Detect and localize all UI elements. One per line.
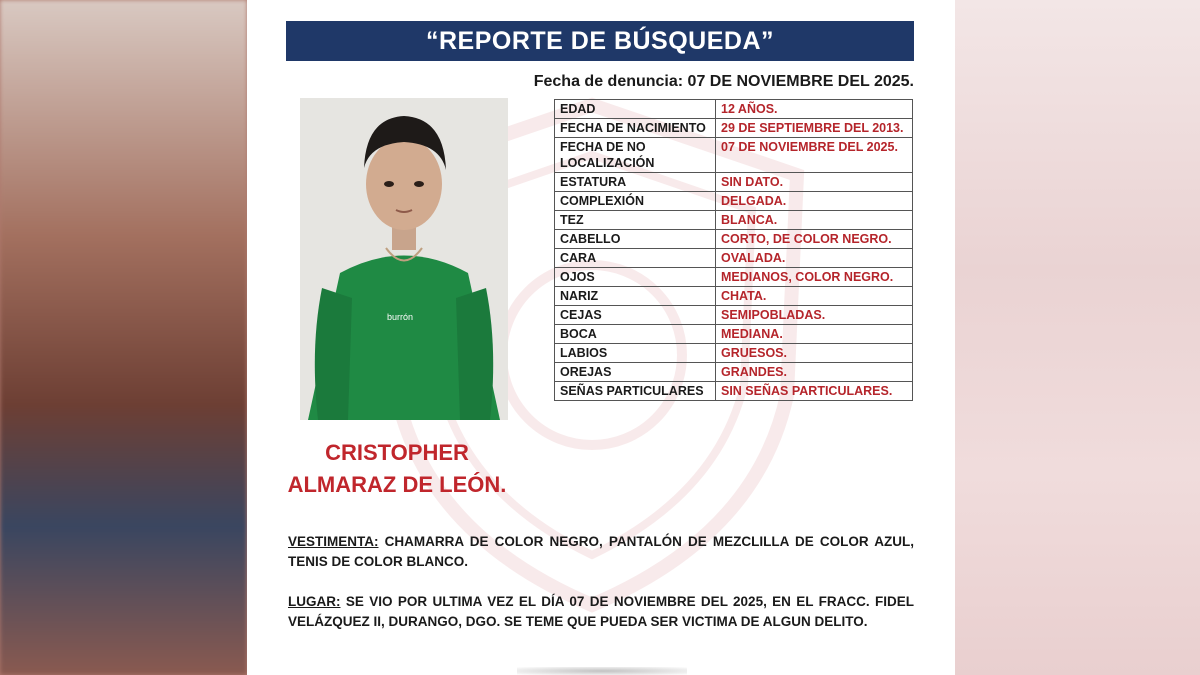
detail-value: OVALADA. <box>716 249 913 268</box>
person-name-line2: ALMARAZ DE LEÓN. <box>287 472 507 497</box>
detail-label: LABIOS <box>555 344 716 363</box>
detail-label: FECHA DE NO LOCALIZACIÓN <box>555 138 716 173</box>
detail-value: GRUESOS. <box>716 344 913 363</box>
detail-label: CEJAS <box>555 306 716 325</box>
detail-row <box>555 363 913 382</box>
detail-value: MEDIANA. <box>716 325 913 344</box>
detail-row <box>555 211 913 230</box>
location-label: LUGAR: <box>288 594 341 609</box>
detail-label: EDAD <box>555 100 716 119</box>
missing-person-poster <box>247 0 955 675</box>
person-details-table <box>554 99 913 401</box>
location-text: SE VIO POR ULTIMA VEZ EL DÍA 07 DE NOVIEMBRE DEL 2025, EN EL FRACC. FIDEL VELÁZQUEZ II, DURANGO, DGO. SE TEME QUE PUEDA SER VICTIMA DE ALGUN DELITO. <box>288 594 914 629</box>
detail-label: TEZ <box>555 211 716 230</box>
detail-label: NARIZ <box>555 287 716 306</box>
clothing-text: CHAMARRA DE COLOR NEGRO, PANTALÓN DE MEZCLILLA DE COLOR AZUL, TENIS DE COLOR BLANCO. <box>288 534 914 569</box>
detail-row <box>555 344 913 363</box>
detail-value: SIN DATO. <box>716 173 913 192</box>
detail-row <box>555 287 913 306</box>
boy-portrait-image <box>300 98 508 420</box>
detail-row <box>555 173 913 192</box>
person-photo <box>300 98 508 420</box>
detail-row <box>555 119 913 138</box>
detail-label: CABELLO <box>555 230 716 249</box>
detail-label: OJOS <box>555 268 716 287</box>
detail-row <box>555 382 913 401</box>
detail-value: GRANDES. <box>716 363 913 382</box>
detail-label: COMPLEXIÓN <box>555 192 716 211</box>
detail-value: BLANCA. <box>716 211 913 230</box>
detail-label: BOCA <box>555 325 716 344</box>
detail-value: 07 DE NOVIEMBRE DEL 2025. <box>716 138 913 173</box>
detail-row <box>555 306 913 325</box>
detail-value: 29 DE SEPTIEMBRE DEL 2013. <box>716 119 913 138</box>
detail-row <box>555 100 913 119</box>
clothing-label: VESTIMENTA: <box>288 534 379 549</box>
detail-value: DELGADA. <box>716 192 913 211</box>
detail-row <box>555 325 913 344</box>
person-name-line1: CRISTOPHER <box>325 440 469 465</box>
report-date: Fecha de denuncia: 07 DE NOVIEMBRE DEL 2025. <box>533 73 914 90</box>
detail-row <box>555 230 913 249</box>
detail-row <box>555 268 913 287</box>
cropped-footer <box>517 667 687 675</box>
detail-row <box>555 192 913 211</box>
detail-value: CORTO, DE COLOR NEGRO. <box>716 230 913 249</box>
detail-row <box>555 138 913 173</box>
detail-value: CHATA. <box>716 287 913 306</box>
report-title: “REPORTE DE BÚSQUEDA” <box>286 21 914 61</box>
clothing-paragraph <box>288 532 914 572</box>
blurred-background-right <box>955 0 1200 675</box>
detail-label: ESTATURA <box>555 173 716 192</box>
detail-value: SIN SEÑAS PARTICULARES. <box>716 382 913 401</box>
location-paragraph <box>288 592 914 632</box>
detail-value: 12 AÑOS. <box>716 100 913 119</box>
detail-label: OREJAS <box>555 363 716 382</box>
detail-label: FECHA DE NACIMIENTO <box>555 119 716 138</box>
detail-value: SEMIPOBLADAS. <box>716 306 913 325</box>
detail-label: SEÑAS PARTICULARES <box>555 382 716 401</box>
detail-row <box>555 249 913 268</box>
detail-label: CARA <box>555 249 716 268</box>
blurred-background-left <box>0 0 247 675</box>
shirt-brand-text: burrón <box>387 312 414 322</box>
detail-value: MEDIANOS, COLOR NEGRO. <box>716 268 913 287</box>
